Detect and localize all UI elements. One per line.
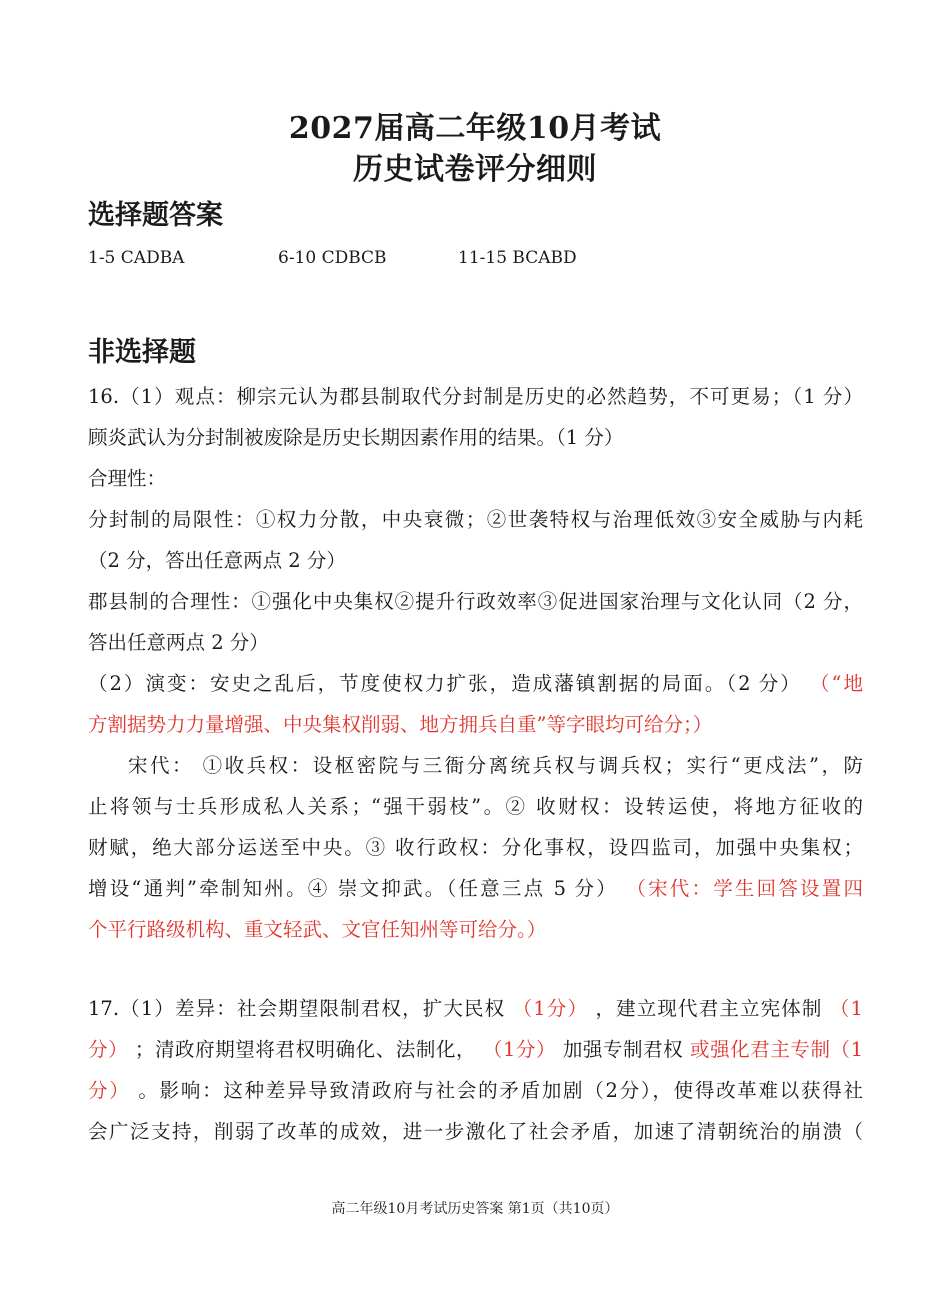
q17-score: 分）	[88, 1079, 131, 1102]
q16-line: 分封制的局限性：①权力分散，中央衰微；②世袭特权与治理低效③安全威胁与内耗	[88, 508, 863, 531]
question-17-answer	[88, 988, 863, 1152]
question-16-answer	[88, 376, 863, 950]
q17-line: 会广泛支持，削弱了改革的成效，进一步激化了社会矛盾，加速了清朝统治的崩溃（	[88, 1120, 863, 1143]
q16-line: 宋代： ①收兵权：设枢密院与三衙分离统兵权与调兵权；实行“更戍法”，防	[128, 754, 863, 777]
mcq-group-2: 6-10 CDBCB	[278, 248, 387, 268]
nonmcq-heading: 非选择题	[88, 337, 196, 368]
q16-line: 16.（1）观点：柳宗元认为郡县制取代分封制是历史的必然趋势，不可更易；（1 分）	[88, 385, 863, 408]
q17-score: （1分）	[512, 997, 589, 1020]
q16-line	[88, 868, 863, 909]
q17-text: 加强专制君权	[562, 1038, 684, 1061]
q17-text: ；清政府期望将君权明确化、法制化，	[134, 1038, 477, 1061]
page-subtitle: 历史试卷评分细则	[353, 152, 597, 187]
q16-line	[88, 663, 863, 704]
q17-grading-note: 或强化君主专制（1	[690, 1038, 863, 1061]
page-title: 2027届高二年级10月考试	[288, 111, 662, 146]
q17-line	[88, 1070, 863, 1111]
q16-line: 财赋，绝大部分运送至中央。③ 收行政权：分化事权，设四监司，加强中央集权；	[88, 836, 863, 859]
q17-score: 分）	[88, 1038, 129, 1061]
q16-line: 合理性：	[88, 467, 167, 490]
q16-text: 增设“通判”牵制知州。④ 崇文抑武。（任意三点 5 分）	[88, 877, 618, 900]
q17-line	[88, 988, 863, 1029]
q16-line: 郡县制的合理性：①强化中央集权②提升行政效率③促进国家治理与文化认同（2 分，	[88, 590, 863, 613]
mcq-group-1: 1-5 CADBA	[88, 248, 185, 268]
q17-score: （1	[829, 997, 863, 1020]
q17-text: 17.（1）差异：社会期望限制君权，扩大民权	[88, 997, 506, 1020]
q16-text: （2）演变：安史之乱后，节度使权力扩张，造成藩镇割据的局面。（2 分）	[88, 672, 802, 695]
q16-line: 止将领与士兵形成私人关系；“强干弱枝”。② 收财权：设转运使，将地方征收的	[88, 795, 863, 818]
q17-text: ，建立现代君主立宪体制	[595, 997, 823, 1020]
q16-line: （2 分，答出任意两点 2 分）	[88, 549, 346, 572]
q16-grading-note: （宋代：学生回答设置四	[626, 877, 863, 900]
mcq-group-3: 11-15 BCABD	[458, 248, 577, 268]
q16-line: 顾炎武认为分封制被废除是历史长期因素作用的结果。（1 分）	[88, 426, 624, 449]
mcq-heading: 选择题答案	[88, 200, 223, 231]
q16-grading-note: 个平行路级机构、重文轻武、文官任知州等可给分。）	[88, 918, 547, 941]
q17-line	[88, 1029, 863, 1070]
q16-grading-note: 方割据势力力量增强、中央集权削弱、地方拥兵自重”等字眼均可给分；）	[88, 713, 713, 736]
q16-grading-note: （“地	[809, 672, 863, 695]
q17-score: （1分）	[482, 1038, 557, 1061]
q17-text: 。影响：这种差异导致清政府与社会的矛盾加剧（2分），使得改革难以获得社	[138, 1079, 863, 1102]
page-footer: 高二年级10月考试历史答案 第1页（共10页）	[331, 1201, 619, 1217]
q16-line: 答出任意两点 2 分）	[88, 631, 269, 654]
